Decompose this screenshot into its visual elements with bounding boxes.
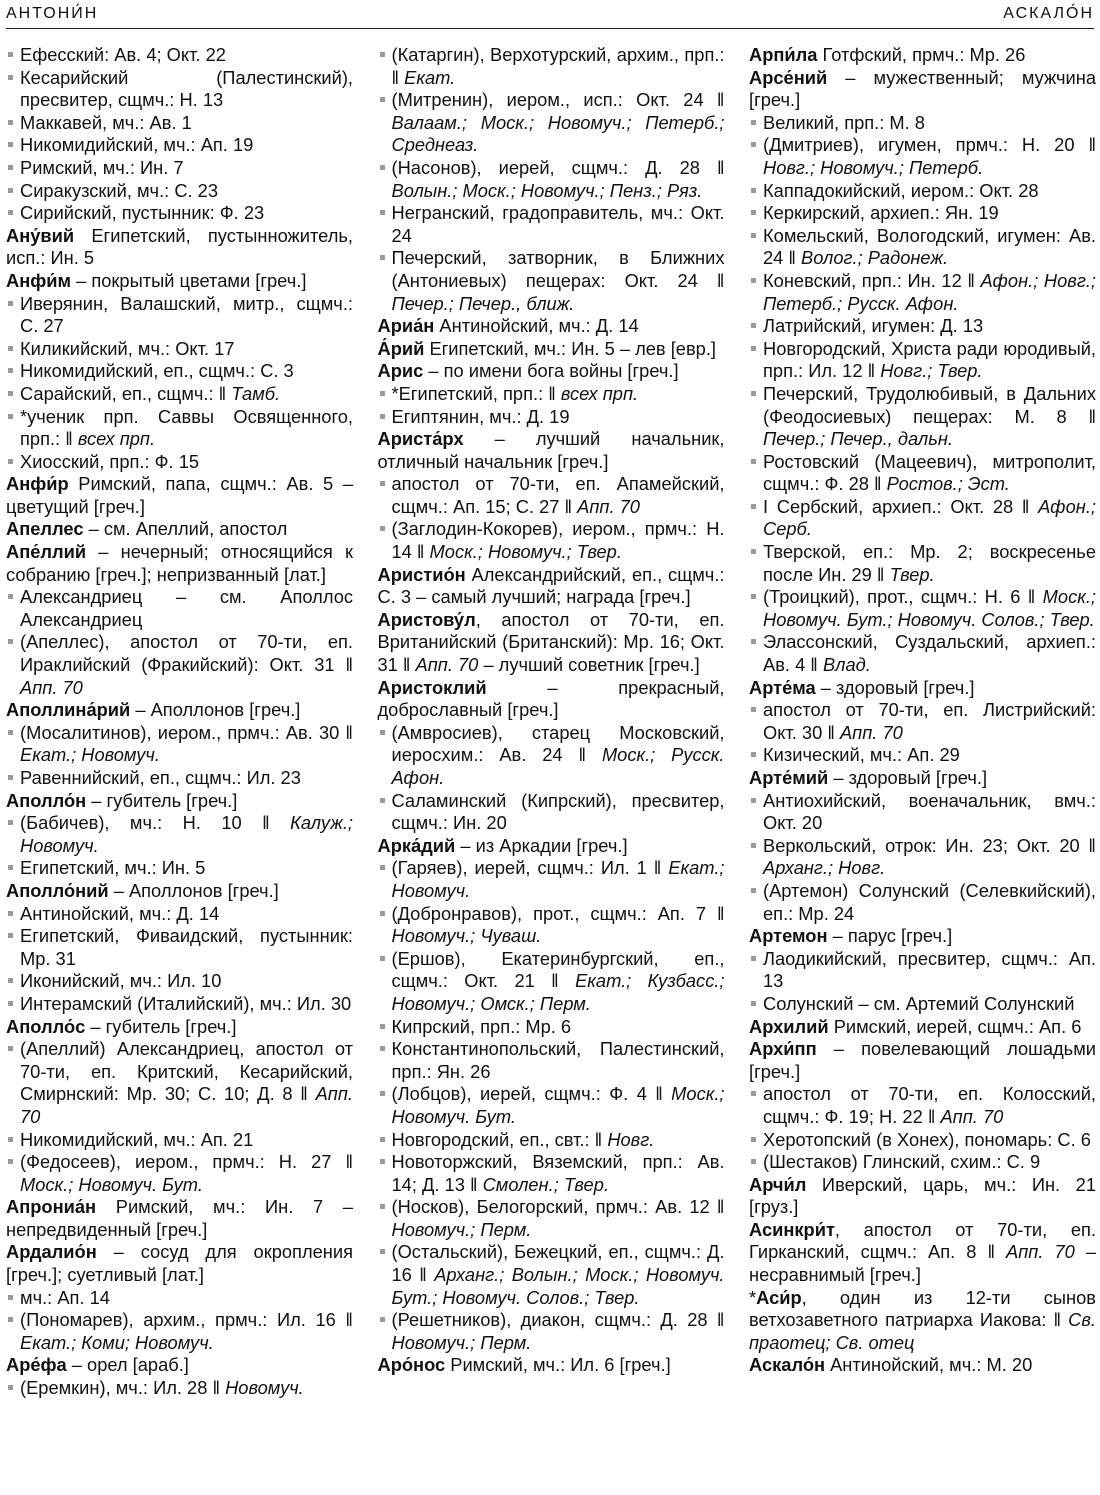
headword: Арис: [377, 360, 424, 382]
entry-text: апостол от 70-ти, еп. Апамейский, сщмч.: Ап. 15; С. 27 ‖: [391, 473, 725, 517]
entry-text: Печерский, затворник, в Ближних (Антониевых) пещерах: Окт. 24 ‖: [391, 247, 725, 291]
sub-entry: [6, 44, 353, 67]
entry-text: Сирийский, пустынник: Ф. 23: [20, 202, 265, 224]
entry-text: Иконийский, мч.: Ил. 10: [20, 970, 222, 992]
sub-entry: [378, 44, 725, 89]
entry-text: , апостол от 70-ти, еп. Вританийский (Британский): Мр. 16; Окт. 31 ‖: [377, 608, 725, 676]
entry-text: – покрытый цветами [греч.]: [71, 269, 307, 291]
sub-entry: [378, 790, 725, 835]
entry-text: – нечерный; относящийся к собранию [греч.]; непризванный [лат.]: [6, 541, 353, 585]
entry-text: Ефесский: Ав. 4; Окт. 22: [20, 44, 226, 65]
sub-entry: [749, 225, 1096, 270]
sub-entry: [378, 722, 725, 790]
entry-text: Равеннийский, еп., сщмч.: Ил. 23: [20, 767, 301, 788]
sub-entry: [749, 790, 1096, 835]
entry-text: – орел [араб.]: [66, 1354, 189, 1376]
entry-text: *ученик прп. Саввы Освященного, прп.: ‖: [20, 405, 353, 450]
entry-text: – мужественный; мужчина [греч.]: [749, 66, 1096, 111]
entry-text: Комельский, Вологодский, игумен: Ав. 24 ‖: [763, 224, 1096, 269]
entry-text: Римский, мч.: Ил. 6 [греч.]: [445, 1354, 671, 1376]
entry-text: Элассонский, Суздальский, архиеп.: Ав. 4 ‖: [763, 631, 1096, 676]
sub-entry: [749, 1083, 1096, 1128]
sub-entry: [749, 631, 1096, 676]
sub-entry: [378, 903, 725, 948]
entry-text: (Шестаков) Глинский, схим.: С. 9: [763, 1151, 1041, 1173]
entry-reference: Калуж.; Новомуч.: [20, 812, 353, 856]
entry-text: Великий, прп.: М. 8: [763, 111, 925, 133]
headword-entry: [749, 67, 1096, 112]
headword: Анфи́р: [6, 473, 69, 495]
entry-text: , апостол от 70-ти, еп. Гирканский, сщмч.: Ап. 8 ‖: [749, 1218, 1096, 1263]
headword-entry: [378, 360, 725, 383]
entry-text: Никомидийский, еп., сщмч.: С. 3: [20, 360, 294, 382]
entry-text: Египетский, Фиваидский, пустынник: Мр. 31: [20, 925, 353, 969]
headword: Апе́ллий: [6, 541, 87, 563]
column-1: [6, 44, 353, 1400]
sub-entry: [749, 180, 1096, 203]
sub-entry: [378, 89, 725, 157]
entry-reference: Моск.; Новомуч.; Твер.: [429, 541, 622, 563]
headword-entry: [6, 225, 353, 270]
entry-reference: Моск.; Новомуч. Бут.: [391, 1083, 725, 1127]
entry-reference: Екат.; Новомуч.: [391, 857, 725, 901]
entry-text: (Добронравов), прот., сщмч.: Ап. 7 ‖: [391, 902, 725, 924]
entry-text: Готфский, прмч.: Мр. 26: [817, 44, 1026, 65]
sub-entry: [749, 1151, 1096, 1174]
headword-entry: [6, 790, 353, 813]
sub-entry: [749, 451, 1096, 496]
sub-entry: [749, 880, 1096, 925]
running-header: [6, 2, 1094, 29]
entry-text: Египетский, мч.: Ин. 5: [20, 857, 206, 879]
entry-text: Латрийский, игумен: Д. 13: [763, 315, 984, 337]
column-3: [749, 44, 1096, 1400]
entry-reference: Волог.; Радонеж.: [801, 247, 949, 269]
headword: Ану́вий: [6, 224, 75, 246]
entry-text: (Гаряев), иерей, сщмч.: Ил. 1 ‖: [391, 857, 669, 879]
sub-entry: [378, 202, 725, 247]
entry-text: Римский, иерей, сщмч.: Ап. 6: [828, 1015, 1082, 1037]
header-left: АНТОНИ́Н: [6, 5, 99, 22]
headword-entry: [6, 473, 353, 518]
headword: Асинкри́т: [749, 1218, 835, 1240]
headword: Арте́ма: [749, 676, 816, 698]
entry-reference: всех прп.: [77, 428, 156, 450]
entry-text: Каппадокийский, иером.: Окт. 28: [763, 179, 1039, 201]
entry-reference: Апп. 70: [1006, 1241, 1075, 1263]
sub-entry: [749, 948, 1096, 993]
sub-entry: [378, 518, 725, 563]
sub-entry: [6, 406, 353, 451]
entry-text: – повелевающий лошадьми [греч.]: [749, 1038, 1096, 1082]
entry-text: мч.: Ап. 14: [20, 1286, 110, 1308]
entry-text: – по имени бога войны [греч.]: [423, 360, 679, 382]
headword-entry: [749, 925, 1096, 948]
entry-text: – здоровый [греч.]: [828, 767, 988, 788]
entry-text: Антинойский, мч.: М. 20: [825, 1354, 1033, 1376]
entry-reference: Смолен.; Твер.: [482, 1173, 609, 1195]
entry-reference: Апп. 70: [577, 495, 640, 517]
headword-entry: [378, 1354, 725, 1377]
entry-text: (Дмитриев), игумен, прмч.: Н. 20 ‖: [763, 134, 1096, 156]
entry-text-tail: – лучший советник [греч.]: [478, 654, 700, 676]
entry-reference: Валаам.; Моск.; Новомуч.; Петерб.; Среднеаз.: [391, 111, 725, 156]
entry-reference: Новомуч.; Перм.: [391, 1331, 532, 1353]
entry-text: Солунский – см. Артемий Солунский: [763, 992, 1075, 1014]
entry-reference: Новомуч.; Перм.: [391, 1218, 532, 1240]
headword-entry: [378, 609, 725, 677]
headword-entry: [378, 428, 725, 473]
entry-reference: Печер.; Печер., дальн.: [763, 428, 953, 450]
entry-text: – из Аркадии [греч.]: [455, 834, 628, 856]
sub-entry: [749, 112, 1096, 135]
entry-reference: всех прп.: [560, 382, 639, 404]
headword-entry: [6, 1354, 353, 1377]
sub-entry: [378, 247, 725, 315]
sub-entry: [6, 112, 353, 135]
headword-entry: [6, 880, 353, 903]
entry-text: I Сербский, архиеп.: Окт. 28 ‖: [763, 495, 1039, 517]
headword-entry: [6, 1016, 353, 1039]
headword-entry: [6, 541, 353, 586]
entry-text: Лаодикийский, пресвитер, сщмч.: Ап. 13: [763, 947, 1096, 992]
headword: Арка́дий: [377, 834, 456, 856]
entry-text-tail: – несравнимый [греч.]: [749, 1241, 1096, 1286]
headword-entry: [749, 1038, 1096, 1083]
sub-entry: [6, 812, 353, 857]
entry-reference: Новг.; Твер.: [880, 360, 983, 382]
entry-text: (Митренин), иером., исп.: Окт. 24 ‖: [391, 89, 725, 111]
sub-entry: [749, 270, 1096, 315]
entry-text: Александрийский, еп., сщмч.: С. 3 – самый лучший; награда [греч.]: [377, 563, 725, 608]
column-2: [378, 44, 725, 1400]
entry-text: (Насонов), иерей, сщмч.: Д. 28 ‖: [391, 156, 725, 178]
sub-entry: [6, 134, 353, 157]
sub-entry: [6, 767, 353, 790]
entry-reference: Волын.; Моск.; Новомуч.; Пенз.; Ряз.: [391, 179, 703, 201]
entry-text: Керкирский, архиеп.: Ян. 19: [763, 202, 999, 224]
entry-text: – губитель [греч.]: [86, 789, 238, 811]
entry-reference: Афон.; Новг.; Петерб.; Русск. Афон.: [763, 269, 1096, 314]
entry-text: Сарайский, еп., сщмч.: ‖: [20, 382, 232, 404]
entry-text: , один из 12-ти сынов ветхозаветного патриарха Иакова: ‖: [749, 1286, 1096, 1331]
sub-entry: [6, 338, 353, 361]
entry-text: Иверянин, Валашский, митр., сщмч.: С. 27: [20, 292, 353, 337]
entry-reference: Тамб.: [231, 382, 281, 404]
sub-entry: [378, 406, 725, 429]
sub-entry: [6, 202, 353, 225]
entry-reference: Арханг.; Новг.: [763, 857, 886, 879]
headword: Ардалио́н: [6, 1241, 97, 1263]
sub-entry: [749, 338, 1096, 383]
headword-entry: [749, 1016, 1096, 1039]
entry-text: (Мосалитинов), иером., прмч.: Ав. 30 ‖: [20, 721, 353, 743]
headword: Ариста́рх: [377, 428, 464, 450]
entry-text: Ростовский (Мацеевич), митрополит, сщмч.: Ф. 28 ‖: [763, 450, 1096, 495]
sub-entry: [6, 67, 353, 112]
headword: Аристову́л: [377, 608, 476, 630]
entry-text: Веркольский, отрок: Ин. 23; Окт. 20 ‖: [763, 834, 1096, 856]
entry-text: (Пономарев), архим., прмч.: Ил. 16 ‖: [20, 1309, 353, 1331]
headword: Аполло́ний: [6, 879, 109, 901]
sub-entry: [6, 1309, 353, 1354]
entry-text: Римский, мч.: Ин. 7 – непредвиденный [греч.]: [6, 1196, 353, 1240]
entry-text: Интерамский (Италийский), мч.: Ил. 30: [20, 992, 352, 1014]
entry-text: – Аполлонов [греч.]: [108, 879, 279, 901]
sub-entry: [749, 699, 1096, 744]
dictionary-columns: [6, 44, 1096, 1400]
sub-entry: [6, 857, 353, 880]
entry-reference: Моск.; Русск. Афон.: [391, 744, 725, 788]
entry-text: – парус [греч.]: [827, 925, 953, 947]
entry-text: Печерский, Трудолюбивый, в Дальних (Феодосиевых) пещерах: М. 8 ‖: [763, 382, 1096, 427]
entry-text: апостол от 70-ти, еп. Листрийский: Окт. 30 ‖: [763, 699, 1096, 743]
entry-text: Тверской, еп.: Мр. 2; воскресенье после Ин. 29 ‖: [763, 541, 1096, 585]
entry-text: Иверский, царь, мч.: Ин. 21 [груз.]: [749, 1173, 1096, 1218]
sub-entry: [6, 180, 353, 203]
headword: Арчи́л: [749, 1173, 807, 1195]
sub-entry: [378, 1196, 725, 1241]
entry-text: Хиосский, прп.: Ф. 15: [20, 450, 200, 472]
headword-entry: [378, 315, 725, 338]
entry-reference: Новг.: [607, 1128, 655, 1150]
entry-text: Новоторжский, Вяземский, прп.: Ав. 14; Д. 13 ‖: [391, 1151, 725, 1195]
sub-entry: [6, 383, 353, 406]
entry-reference: Апп. 70: [839, 721, 903, 743]
entry-reference: Апп. 70: [940, 1105, 1004, 1127]
entry-text: – см. Апеллий, апостол: [83, 518, 288, 540]
entry-prefix: *: [749, 1286, 757, 1308]
headword-entry: [6, 270, 353, 293]
entry-text: Сиракузский, мч.: С. 23: [20, 179, 219, 201]
headword-entry: [378, 835, 725, 858]
entry-text: Херотопский (в Хонех), пономарь: С. 6: [763, 1128, 1091, 1150]
sub-entry: [749, 496, 1096, 541]
entry-text: Новгородский, Христа ради юродивый, прп.: Ил. 12 ‖: [763, 337, 1096, 382]
entry-text: Кипрский, прп.: Мр. 6: [391, 1015, 572, 1037]
entry-text: – Аполлонов [греч.]: [130, 699, 301, 721]
entry-reference: Влад.: [822, 654, 871, 676]
entry-reference: Ростов.; Эст.: [886, 473, 1010, 495]
sub-entry: [378, 1083, 725, 1128]
entry-text: Константинопольский, Палестинский, прп.: Ян. 26: [391, 1038, 725, 1082]
sub-entry: [749, 586, 1096, 631]
entry-text: Никомидийский, мч.: Ап. 19: [20, 134, 254, 156]
headword: А́рий: [377, 337, 425, 359]
headword: Аполло́с: [6, 1015, 86, 1037]
sub-entry: [6, 293, 353, 338]
entry-reference: Новомуч.: [225, 1377, 304, 1399]
headword: Аре́фа: [6, 1354, 67, 1376]
headword-entry: [6, 1196, 353, 1241]
entry-text: Египетский, пустынножитель, исп.: Ин. 5: [6, 224, 353, 269]
entry-text: (Ершов), Екатеринбургский, еп., сщмч.: Окт. 21 ‖: [391, 947, 725, 992]
entry-text: (Лобцов), иерей, сщмч.: Ф. 4 ‖: [391, 1083, 672, 1105]
entry-text: Антиохийский, военачальник, вмч.: Окт. 20: [763, 789, 1096, 834]
entry-text: (Бабичев), мч.: Н. 10 ‖: [20, 812, 291, 834]
headword-entry: [749, 677, 1096, 700]
entry-text: (Амвросиев), старец Московский, иеросхим.: Ав. 24 ‖: [391, 721, 725, 766]
entry-reference: Апп. 70: [20, 676, 83, 698]
headword: Аси́р: [756, 1286, 802, 1308]
sub-entry: [749, 1129, 1096, 1152]
headword-entry: [378, 564, 725, 609]
entry-reference: Новг.; Новомуч.; Петерб.: [763, 156, 984, 178]
entry-text: Римский, мч.: Ин. 7: [20, 156, 184, 178]
entry-text: Кизический, мч.: Ап. 29: [763, 744, 960, 766]
sub-entry: [6, 631, 353, 699]
sub-entry: [6, 451, 353, 474]
headword: Аро́нос: [377, 1354, 446, 1376]
entry-reference: Афон.; Серб.: [763, 495, 1096, 540]
headword: Аристио́н: [377, 563, 466, 585]
entry-text: Антинойский, мч.: Д. 14: [20, 902, 220, 924]
sub-entry: [6, 157, 353, 180]
headword: Артемон: [749, 925, 828, 947]
entry-text: (Апеллес), апостол от 70-ти, еп. Ираклийский (Фракийский): Окт. 31 ‖: [20, 631, 353, 676]
entry-text: Никомидийский, мч.: Ап. 21: [20, 1128, 254, 1150]
entry-text: – сосуд для окропления [греч.]; суетливый [лат.]: [6, 1241, 353, 1286]
entry-text: Новгородский, еп., свт.: ‖: [391, 1128, 608, 1150]
entry-text: (Решетников), диакон, сщмч.: Д. 28 ‖: [391, 1309, 725, 1331]
entry-reference: Печер.; Печер., ближ.: [391, 292, 575, 314]
headword: Арсе́ний: [749, 66, 828, 88]
sub-entry: [6, 1129, 353, 1152]
sub-entry: [749, 835, 1096, 880]
entry-reference: Твер.: [889, 563, 935, 585]
headword-entry: [6, 518, 353, 541]
sub-entry: [749, 541, 1096, 586]
entry-text: – лучший начальник, отличный начальник [греч.]: [377, 428, 725, 472]
sub-entry: [6, 903, 353, 926]
entry-text: Египетский, мч.: Ин. 5 – лев [евр.]: [424, 337, 716, 359]
sub-entry: [749, 383, 1096, 451]
headword-entry: [749, 1219, 1096, 1287]
sub-entry: [378, 1016, 725, 1039]
headword: Апеллес: [6, 518, 84, 540]
entry-text: – губитель [греч.]: [85, 1015, 237, 1037]
entry-text: – прекрасный, доброславный [греч.]: [377, 676, 725, 721]
entry-text: Киликийский, мч.: Окт. 17: [20, 337, 235, 359]
entry-text: (Заглодин-Кокорев), иером., прмч.: Н. 14 ‖: [391, 518, 725, 563]
headword: Архи́пп: [749, 1038, 817, 1060]
headword-entry: [378, 677, 725, 722]
entry-text: (Апеллий) Александриец, апостол от 70-ти, еп. Критский, Кесарийский, Смирнский: Мр. 30; С. 10; Д. 8 ‖: [20, 1038, 353, 1105]
entry-text: (Носков), Белогорский, прмч.: Ав. 12 ‖: [391, 1196, 725, 1218]
headword: Арте́мий: [749, 767, 829, 788]
headword: Аристоклий: [377, 676, 487, 698]
sub-entry: [749, 993, 1096, 1016]
entry-text: Коневский, прп.: Ин. 12 ‖: [763, 269, 981, 291]
headword-entry: [378, 338, 725, 361]
sub-entry: [6, 1038, 353, 1128]
sub-entry: [6, 722, 353, 767]
sub-entry: [378, 473, 725, 518]
headword-entry: [6, 1241, 353, 1286]
entry-text: (Троицкий), прот., сщмч.: Н. 6 ‖: [763, 586, 1043, 608]
headword-entry: [749, 767, 1096, 790]
sub-entry: [378, 1151, 725, 1196]
sub-entry: [6, 993, 353, 1016]
sub-entry: [378, 383, 725, 406]
entry-text: Маккавей, мч.: Ав. 1: [20, 111, 192, 133]
entry-text: (Артемон) Солунский (Селевкийский), еп.: Мр. 24: [763, 879, 1096, 924]
entry-text: (Остальский), Бежецкий, еп., сщмч.: Д. 16 ‖: [391, 1241, 725, 1286]
entry-text: *Египетский, прп.: ‖: [391, 382, 561, 404]
sub-entry: [378, 857, 725, 902]
headword: Арпи́ла: [749, 44, 818, 65]
entry-reference: Апп. 70: [20, 1083, 353, 1127]
sub-entry: [6, 1377, 353, 1400]
sub-entry: [378, 1241, 725, 1309]
entry-text: (Катаргин), Верхотурский, архим., прп.: ‖: [391, 44, 725, 88]
entry-text: Негранский, градоправитель, мч.: Окт. 24: [391, 202, 725, 246]
entry-reference: Екат.: [404, 66, 456, 88]
headword: Апрониа́н: [6, 1196, 97, 1218]
entry-text: Римский, папа, сщмч.: Ав. 5 – цветущий [греч.]: [6, 473, 353, 517]
entry-text: Александриец – см. Аполлос Александриец: [20, 586, 353, 630]
headword-entry: [749, 1354, 1096, 1377]
entry-reference: Новомуч.; Чуваш.: [391, 925, 542, 947]
sub-entry: [749, 134, 1096, 179]
entry-text: Египтянин, мч.: Д. 19: [391, 405, 570, 427]
entry-text: (Федосеев), иером., прмч.: Н. 27 ‖: [20, 1151, 353, 1173]
entry-text: (Еремкин), мч.: Ил. 28 ‖: [20, 1377, 226, 1399]
headword-entry: [6, 699, 353, 722]
headword: Аскало́н: [749, 1354, 826, 1376]
entry-reference: Моск.; Новомуч. Бут.: [20, 1173, 203, 1195]
entry-reference: Апп. 70: [415, 654, 479, 676]
entry-reference: Екат.; Новомуч.: [20, 744, 160, 766]
sub-entry: [378, 948, 725, 1016]
entry-reference: Моск.; Новомуч. Бут.; Новомуч. Солов.; Твер.: [763, 586, 1096, 630]
sub-entry: [378, 1038, 725, 1083]
entry-reference: Екат.; Кузбасс.; Новомуч.; Омск.; Перм.: [391, 970, 725, 1014]
sub-entry: [6, 925, 353, 970]
headword-entry: [749, 44, 1096, 67]
sub-entry: [6, 586, 353, 631]
sub-entry: [749, 744, 1096, 767]
sub-entry: [378, 1129, 725, 1152]
headword: Анфи́м: [6, 269, 72, 291]
headword: Ариа́н: [377, 315, 435, 337]
entry-text: Саламинский (Кипрский), пресвитер, сщмч.: Ин. 20: [391, 789, 725, 834]
entry-text: – здоровый [греч.]: [815, 676, 975, 698]
headword-entry: [749, 1287, 1096, 1355]
sub-entry: [378, 1309, 725, 1354]
sub-entry: [6, 360, 353, 383]
entry-text: Кесарийский (Палестинский), пресвитер, сщмч.: Н. 13: [20, 66, 353, 111]
entry-text: апостол от 70-ти, еп. Колосский, сщмч.: Ф. 19; Н. 22 ‖: [763, 1083, 1096, 1127]
entry-reference: Арханг.; Волын.; Моск.; Новомуч. Бут.; Новомуч. Солов.; Твер.: [391, 1264, 725, 1308]
sub-entry: [6, 1287, 353, 1310]
headword-entry: [749, 1174, 1096, 1219]
headword: Архилий: [749, 1015, 829, 1037]
headword: Аполлина́рий: [6, 699, 131, 721]
sub-entry: [378, 157, 725, 202]
header-right: АСКАЛО́Н: [1003, 5, 1094, 22]
entry-reference: Св. праотец; Св. отец: [749, 1309, 1096, 1353]
entry-text: Антинойский, мч.: Д. 14: [434, 315, 639, 337]
headword: Аполло́н: [6, 789, 87, 811]
sub-entry: [749, 315, 1096, 338]
entry-reference: Екат.; Коми; Новомуч.: [20, 1331, 214, 1353]
sub-entry: [6, 970, 353, 993]
sub-entry: [749, 202, 1096, 225]
sub-entry: [6, 1151, 353, 1196]
